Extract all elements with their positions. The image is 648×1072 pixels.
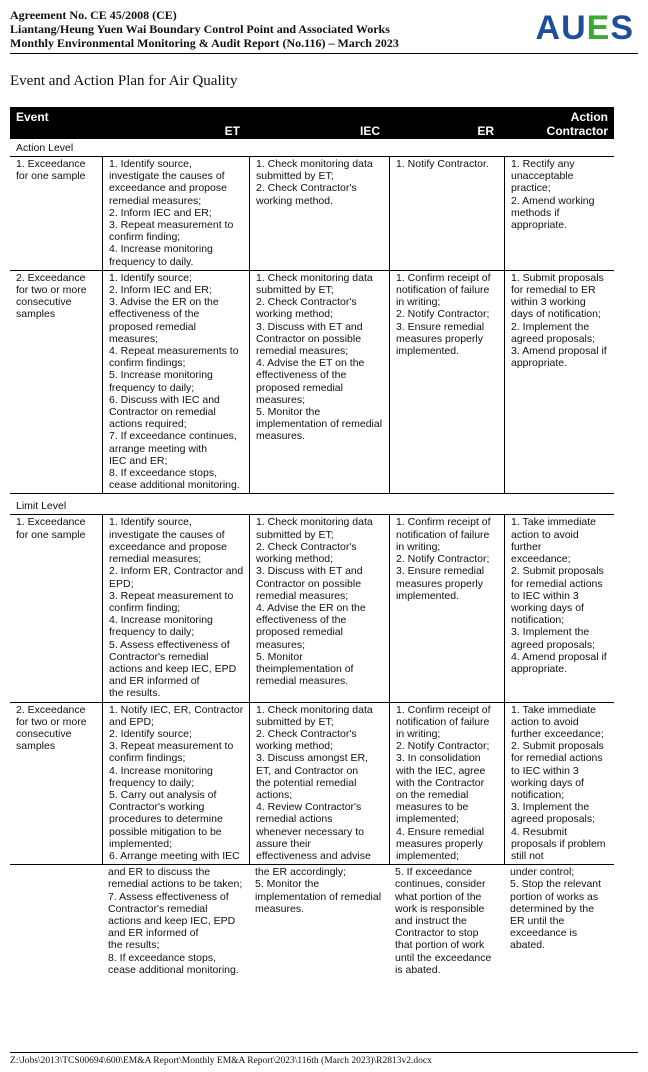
et-cell: 1. Identify source, investigate the causes of exceedance and propose remedial measures; 2. Inform ER, Contractor and EPD; 3. Repeat measurement to confirm finding; 4. Increase monitoring frequency to daily; 5. Assess effectiveness of Contractor's remedial actions and keep IEC, EPD and ER informed of the results. xyxy=(102,515,249,701)
contractor-cell: 1. Take immediate action to avoid further exceedance; 2. Submit proposals for remedial actions to IEC within 3 working days of notification; 3. Implement the agreed proposals; 4. Resubmit proposals if problem still not xyxy=(504,703,614,865)
et-cell: 1. Notify IEC, ER, Contractor and EPD; 2. Identify source; 3. Repeat measurement to confirm findings; 4. Increase monitoring frequency to daily; 5. Carry out analysis of Contractor's working procedures to determine possible mitigation to be implemented; 6. Arrange meeting with IEC xyxy=(102,703,249,865)
contractor-cell: 1. Submit proposals for remedial to ER within 3 working days of notification; 2. Implement the agreed proposals; 3. Amend proposal if appropriate. xyxy=(504,271,614,494)
event-cell: 1. Exceedance for one sample xyxy=(16,516,86,541)
header-er: ER xyxy=(477,124,494,138)
er-cell: 1. Confirm receipt of notification of failure in writing; 2. Notify Contractor; 3. Ensure remedial measures properly implemented. xyxy=(389,515,504,701)
header-action-contractor xyxy=(510,110,608,138)
project-name: Liantang/Heung Yuen Wai Boundary Control Point and Associated Works xyxy=(10,22,390,36)
er-cell: 5. If exceedance continues, consider what portion of the work is responsible and instruct the Contractor to stop that portion of work until the exceedance is abated. xyxy=(395,866,492,976)
logo-letter-u: U xyxy=(561,9,587,47)
logo-letter-s: S xyxy=(610,9,634,47)
et-cell: 1. Identify source, investigate the causes of exceedance and propose remedial measures; 2. Inform IEC and ER; 3. Repeat measurement to confirm finding; 4. Increase monitoring frequency to daily. xyxy=(102,157,249,270)
table-row xyxy=(10,515,614,702)
contractor-cell: 1. Rectify any unacceptable practice; 2. Amend working methods if appropriate. xyxy=(504,157,614,270)
footer-divider xyxy=(10,1052,638,1053)
er-cell: 1. Notify Contractor. xyxy=(389,157,504,270)
logo-letter-a: A xyxy=(535,9,562,47)
file-path-footer: Z:\Jobs\2013\TCS00694\600\EM&A Report\Monthly EM&A Report\2023\116th (March 2023)\R2813v2.docx xyxy=(10,1056,432,1066)
header-action: Action xyxy=(570,110,608,124)
iec-cell: 1. Check monitoring data submitted by ET; 2. Check Contractor's working method; 3. Discuss amongst ER, ET, and Contractor on the potential remedial actions; 4. Review Contractor's remedial actions whenever necessary to assure their effectiveness and advise xyxy=(249,703,389,865)
contractor-cell: under control; 5. Stop the relevant portion of works as determined by the ER until the exceedance is abated. xyxy=(510,866,602,952)
event-cell: 2. Exceedance for two or more consecutive samples xyxy=(16,703,87,753)
header-contractor: Contractor xyxy=(546,124,608,138)
agreement-number: Agreement No. CE 45/2008 (CE) xyxy=(10,8,177,22)
header-divider xyxy=(10,53,638,54)
event-action-table xyxy=(10,107,614,978)
table-row xyxy=(10,157,614,271)
report-name: Monthly Environmental Monitoring & Audit Report (No.116) – March 2023 xyxy=(10,36,399,50)
aues-logo xyxy=(536,10,635,46)
section-limit-level: Limit Level xyxy=(10,494,614,515)
report-header xyxy=(10,8,638,50)
iec-cell: 1. Check monitoring data submitted by ET; 2. Check Contractor's working method. xyxy=(249,157,389,270)
logo-letter-e: E xyxy=(586,9,611,47)
et-cell: and ER to discuss the remedial actions to be taken; 7. Assess effectiveness of Contractor's remedial actions and keep IEC, EPD and ER informed of the results; 8. If exceedance stops, cease additional monitoring. xyxy=(108,866,243,976)
er-cell: 1. Confirm receipt of notification of failure in writing; 2. Notify Contractor; 3. In consolidation with the IEC, agree with the Contractor on the remedial measures to be implemented; 4. Ensure remedial measures properly implemented; xyxy=(389,703,504,865)
er-cell: 1. Confirm receipt of notification of failure in writing; 2. Notify Contractor; 3. Ensure remedial measures properly implemented. xyxy=(389,271,504,494)
table-row-continued xyxy=(10,865,614,978)
iec-cell: the ER accordingly; 5. Monitor the implementation of remedial measures. xyxy=(255,866,382,915)
contractor-cell: 1. Take immediate action to avoid further exceedance; 2. Submit proposals for remedial actions to IEC within 3 working days of notification; 3. Implement the agreed proposals; 4. Amend proposal if appropriate. xyxy=(504,515,614,701)
iec-cell: 1. Check monitoring data submitted by ET; 2. Check Contractor's working method; 3. Discuss with ET and Contractor on possible remedial measures; 4. Advise the ER on the effectiveness of the proposed remedial measures; 5. Monitor theimplementation of remedial measures. xyxy=(249,515,389,701)
event-cell xyxy=(10,865,102,978)
section-action-level: Action Level xyxy=(10,139,614,157)
et-cell: 1. Identify source; 2. Inform IEC and ER; 3. Advise the ER on the effectiveness of the proposed remedial measures; 4. Repeat measurements to confirm findings; 5. Increase monitoring frequency to daily; 6. Discuss with IEC and Contractor on remedial actions required; 7. If exceedance continues, arrange meeting with IEC and ER; 8. If exceedance stops, cease additional monitoring. xyxy=(102,271,249,494)
table-row xyxy=(10,271,614,495)
event-cell: 1. Exceedance for one sample xyxy=(16,158,86,183)
event-cell: 2. Exceedance for two or more consecutive samples xyxy=(16,271,87,321)
iec-cell: 1. Check monitoring data submitted by ET; 2. Check Contractor's working method; 3. Discuss with ET and Contractor on possible remedial measures; 4. Advise the ET on the effectiveness of the proposed remedial measures; 5. Monitor the implementation of remedial measures. xyxy=(249,271,389,494)
header-event: Event xyxy=(16,110,49,124)
page-title: Event and Action Plan for Air Quality xyxy=(10,73,238,89)
header-et: ET xyxy=(224,124,240,138)
table-row xyxy=(10,703,614,866)
table-header xyxy=(10,107,614,139)
header-iec: IEC xyxy=(359,124,380,138)
